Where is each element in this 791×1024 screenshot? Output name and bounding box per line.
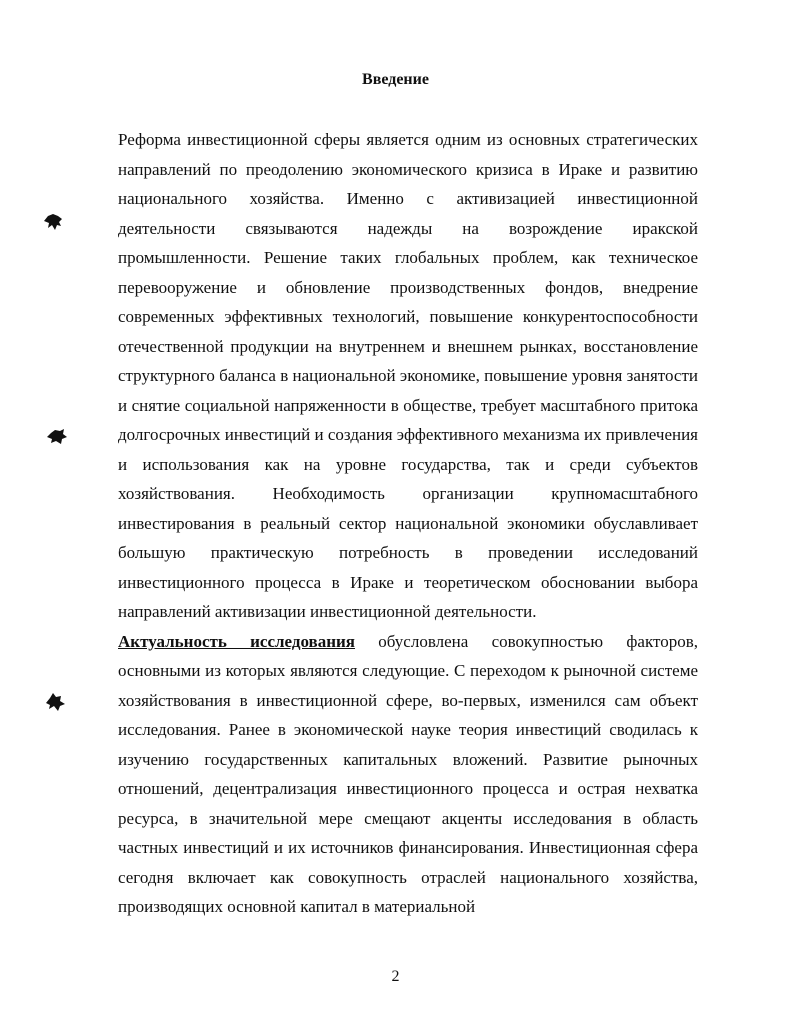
page-title: Введение — [362, 71, 429, 88]
hole-punch-mark-icon — [44, 692, 66, 712]
hole-punch-mark-icon — [42, 213, 64, 231]
document-body — [118, 125, 698, 922]
page-number: 2 — [391, 968, 400, 985]
relevance-heading: Актуальность исследования — [118, 631, 356, 651]
relevance-text: обусловлена совокупностью факторов, основными из которых являются следующие. С переходом к рыночной системе хозяйствования в инвестиционной сфере, во-первых, изменился сам объект исследования. Ранее в экономической науке теория инвестиций сводилась к изучению государственных капитальных вложений. Развитие рыночных отношений, децентрализация инвестиционного процесса и острая нехватка ресурса, в значительной мере смещают акценты исследования в область частных инвестиций и их источников финансирования. Инвестиционная сфера сегодня включает как совокупность отраслей национального хозяйства, производящих основной капитал в материальной — [118, 631, 698, 916]
hole-punch-mark-icon — [46, 428, 68, 446]
paragraph-relevance — [118, 627, 698, 922]
paragraph-introduction: Реформа инвестиционной сферы является одним из основных стратегических направлений по преодолению экономического кризиса в Ираке и развитию национального хозяйства. Именно с активизацией инвестиционной деятельности связываются надежды на возрождение иракской промышленности. Решение таких глобальных проблем, как техническое перевооружение и обновление производственных фондов, внедрение современных эффективных технологий, повышение конкурентоспособности отечественной продукции на внутреннем и внешнем рынках, восстановление структурного баланса в национальной экономике, повышение уровня занятости и снятие социальной напряженности в обществе, требует масштабного притока долгосрочных инвестиций и создания эффективного механизма их привлечения и использования как на уровне государства, так и среди субъектов хозяйствования. Необходимость организации крупномасштабного инвестирования в реальный сектор национальной экономики обуславливает большую практическую потребность в проведении исследований инвестиционного процесса в Ираке и теоретическом обосновании выбора направлений активизации инвестиционной деятельности. — [118, 130, 699, 621]
